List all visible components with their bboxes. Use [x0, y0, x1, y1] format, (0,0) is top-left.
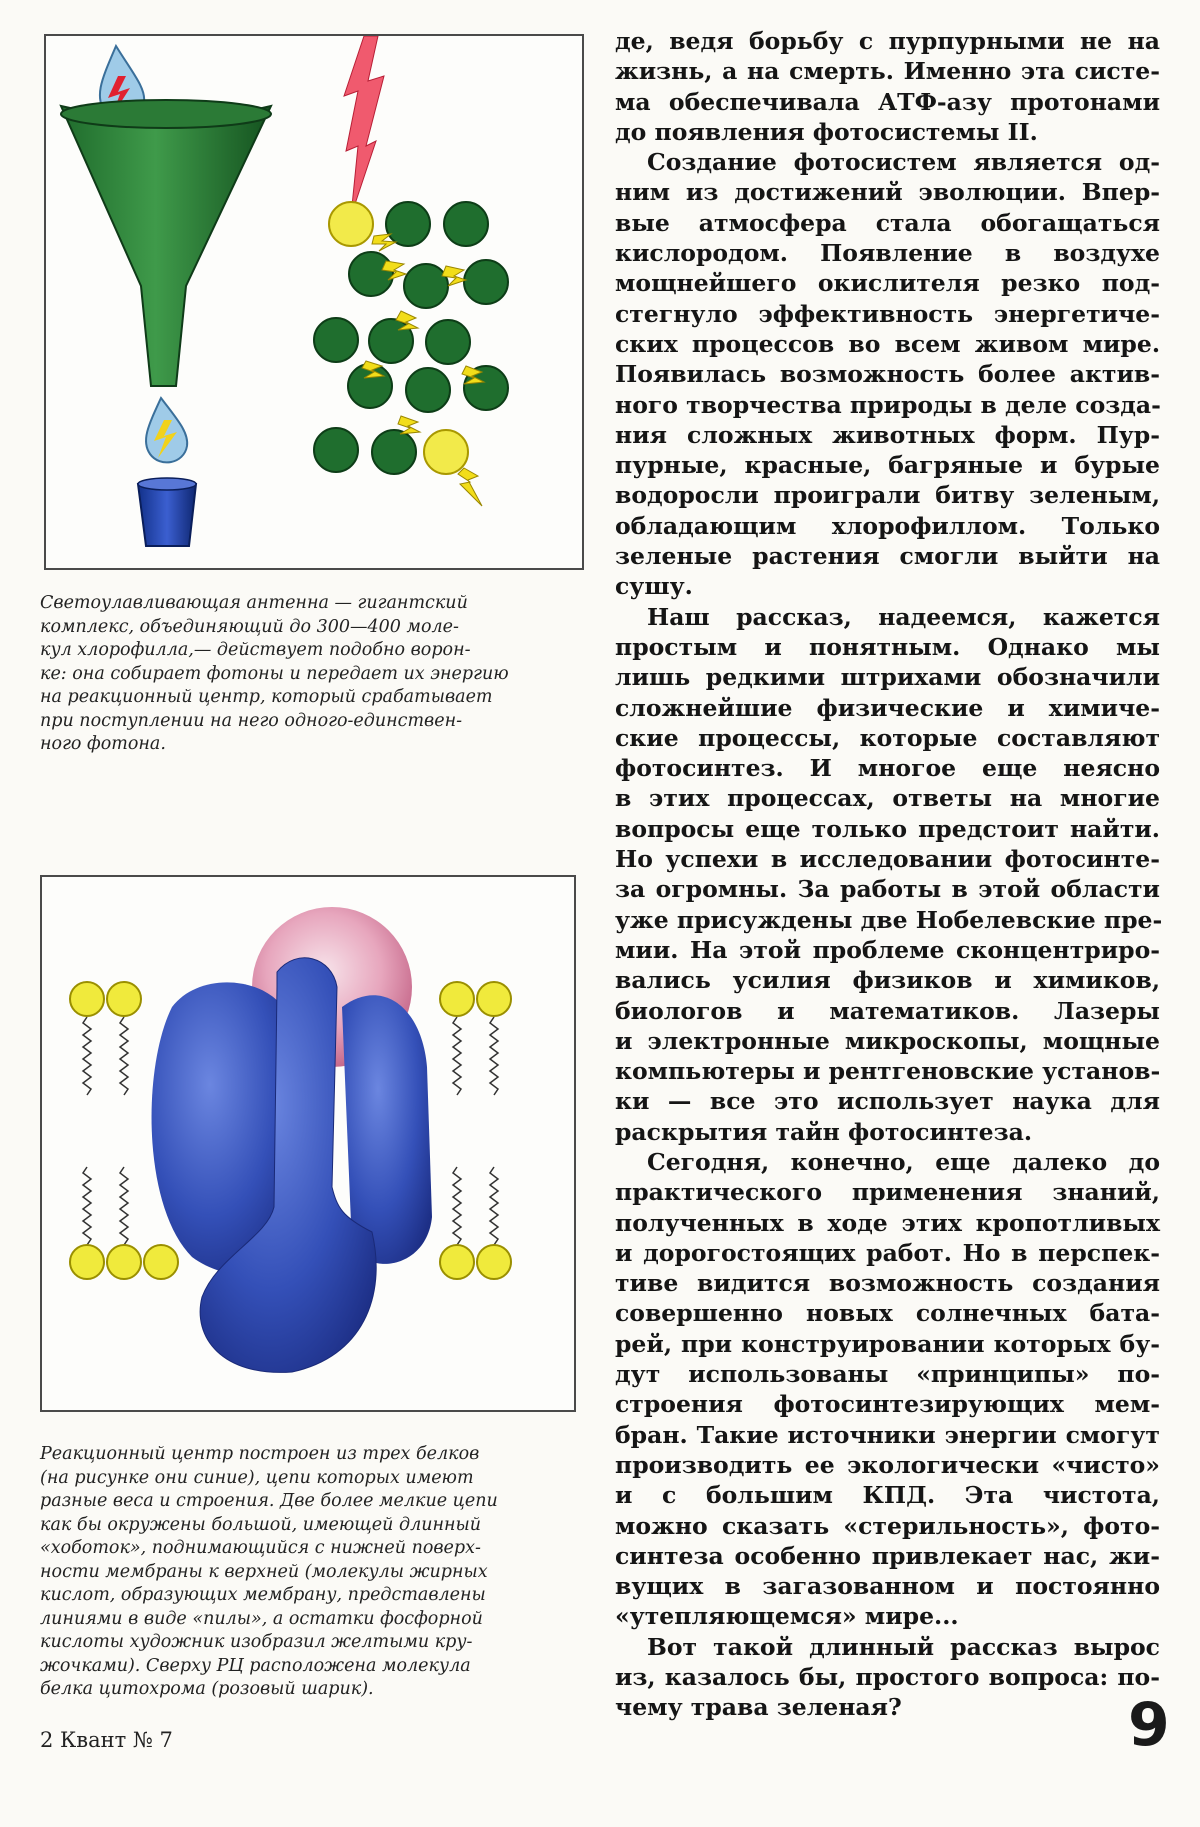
text-line: вые атмосфера стала обогащаться: [615, 208, 1160, 237]
text-line: лишь редкими штрихами обозначили: [615, 663, 1160, 692]
text-line: де, ведя борьбу с пурпурными не на: [615, 27, 1160, 55]
text-line: стегнуло эффективность энергетиче-: [615, 299, 1160, 328]
caption-line: кислот, образующих мембрану, представлены: [40, 1585, 486, 1605]
caption-line: кул хлорофилла,— действует подобно ворон-: [40, 640, 471, 660]
text-line: до появления фотосистемы II.: [615, 117, 1038, 146]
text-line: ма обеспечивала АТФ-азу протонами: [615, 87, 1160, 116]
text-line: вопросы еще только предстоит найти.: [615, 814, 1160, 843]
caption-line: «хоботок», поднимающийся с нижней поверх-: [40, 1538, 481, 1558]
paragraph-2: [615, 147, 1160, 601]
caption-line: при поступлении на него одного-единствен-: [40, 710, 463, 731]
membrane-lipids-left: [83, 1017, 128, 1245]
text-line: и электронные микроскопы, мощные: [615, 1026, 1160, 1055]
article-column: [615, 26, 1163, 1723]
text-line: мии. На этой проблеме сконцентриро-: [615, 935, 1160, 964]
text-line: полученных в ходе этих кропотливых: [615, 1208, 1160, 1237]
caption-line: белка цитохрома (розовый шарик).: [40, 1679, 374, 1699]
paragraph-3: [615, 602, 1163, 1147]
text-line: и дорогостоящих работ. Но в перспек-: [615, 1238, 1160, 1267]
text-line: Наш рассказ, надеемся, кажется: [647, 602, 1160, 631]
text-line: вались усилия физиков и химиков,: [615, 966, 1160, 995]
figure-antenna: [44, 34, 584, 570]
text-line: водоросли проиграли битву зеленым,: [615, 481, 1160, 510]
caption-line: комплекс, объединяющий до 300—400 моле-: [40, 616, 459, 637]
text-line: строения фотосинтезирующих мем-: [615, 1390, 1160, 1419]
text-line: фотосинтез. И многое еще неясно: [615, 754, 1160, 783]
text-line: можно сказать «стерильность», фото-: [615, 1511, 1160, 1540]
caption-line: Реакционный центр построен из трех белков: [40, 1444, 480, 1464]
text-line: практического применения знаний,: [615, 1178, 1160, 1207]
funnel-icon: [61, 106, 271, 386]
text-line: в этих процессах, ответы на многие: [615, 784, 1160, 813]
caption-line: (на рисунке они синие), цепи которых имеют: [40, 1467, 474, 1488]
text-line: ного творчества природы в деле созда-: [615, 390, 1161, 419]
caption-line: как бы окружены большой, имеющей длинный: [40, 1514, 482, 1535]
caption-line: кислоты художник изобразил желтыми кру-: [40, 1632, 473, 1652]
text-line: ских процессов во всем живом мире.: [615, 329, 1160, 358]
caption-line: ке: она собирает фотоны и передает их энергию: [40, 663, 509, 684]
paragraph-1: [615, 26, 1160, 147]
caption-line: разные веса и строения. Две более мелкие цепи: [40, 1491, 498, 1511]
text-line: сложнейшие физические и химиче-: [615, 693, 1160, 722]
issue-signature: 2 Квант № 7: [40, 1728, 173, 1752]
text-line: обладающим хлорофиллом. Только: [615, 511, 1160, 540]
figure-reaction-center-caption: [40, 1443, 578, 1702]
text-line: тиве видится возможность создания: [615, 1269, 1160, 1298]
energy-drop-icon: [146, 398, 187, 462]
text-line: производить ее экологически «чисто»: [615, 1450, 1160, 1479]
paragraph-4: [615, 1147, 1160, 1632]
text-line: совершенно новых солнечных бата-: [615, 1299, 1160, 1328]
text-line: зеленые растения смогли выйти на: [615, 542, 1160, 571]
text-line: Создание фотосистем является од-: [647, 148, 1160, 177]
caption-line: Светоулавливающая антенна — гигантский: [40, 593, 468, 613]
text-line: ки — все это использует наука для: [615, 1087, 1160, 1116]
caption-line: ного фотона.: [40, 734, 166, 754]
cup-icon: [138, 484, 196, 546]
text-line: раскрытия тайн фотосинтеза.: [615, 1117, 1033, 1146]
text-line: Появилась возможность более актив-: [615, 360, 1160, 389]
text-line: простым и понятным. Однако мы: [615, 632, 1160, 661]
text-line: ним из достижений эволюции. Впер-: [615, 178, 1160, 207]
text-line: сушу.: [615, 572, 693, 601]
lightning-bolt-icon: [344, 36, 384, 216]
page-number: 9: [1128, 1690, 1170, 1760]
text-line: Но успехи в исследовании фотосинте-: [615, 845, 1160, 874]
text-line: Сегодня, конечно, еще далеко до: [647, 1147, 1160, 1176]
text-line: за огромны. За работы в этой области: [615, 875, 1160, 904]
text-line: дут использованы «принципы» по-: [615, 1360, 1160, 1389]
text-line: вущих в загазованном и постоянно: [615, 1572, 1160, 1601]
membrane-lipids-right: [453, 1017, 498, 1245]
text-line: ские процессы, которые составляют: [615, 723, 1160, 752]
text-line: рей, при конструировании которых бу-: [615, 1329, 1160, 1358]
text-line: мощнейшего окислителя резко под-: [615, 269, 1160, 298]
reaction-center-proteins: [152, 958, 432, 1373]
text-line: жизнь, а на смерть. Именно эта систе-: [615, 57, 1160, 86]
text-line: Вот такой длинный рассказ вырос: [647, 1632, 1160, 1661]
text-line: пурные, красные, багряные и бурые: [615, 451, 1160, 480]
text-line: биологов и математиков. Лазеры: [615, 996, 1160, 1025]
text-line: кислородом. Появление в воздухе: [615, 239, 1160, 268]
figure-reaction-center: [40, 875, 576, 1412]
paragraph-5: [615, 1632, 1160, 1723]
text-line: из, казалось бы, простого вопроса: по-: [615, 1663, 1160, 1692]
caption-line: жочками). Сверху РЦ расположена молекула: [40, 1655, 471, 1676]
text-line: синтеза особенно привлекает нас, жи-: [615, 1541, 1160, 1570]
text-line: ния сложных животных форм. Пур-: [615, 420, 1160, 449]
text-line: и с большим КПД. Эта чистота,: [615, 1481, 1160, 1510]
reaction-center-illustration: [42, 877, 574, 1410]
figure-antenna-caption: [40, 592, 580, 757]
text-line: «утепляющемся» мире...: [615, 1602, 959, 1631]
caption-line: ности мембраны к верхней (молекулы жирных: [40, 1561, 488, 1582]
text-line: бран. Такие источники энергии смогут: [615, 1420, 1160, 1449]
caption-line: линиями в виде «пилы», а остатки фосфорной: [40, 1608, 483, 1629]
text-line: уже присуждены две Нобелевские пре-: [615, 905, 1163, 934]
antenna-illustration: [46, 36, 582, 568]
caption-line: на реакционный центр, который срабатывает: [40, 687, 493, 707]
text-line: компьютеры и рентгеновские установ-: [615, 1057, 1161, 1086]
text-line: чему трава зеленая?: [615, 1693, 902, 1722]
